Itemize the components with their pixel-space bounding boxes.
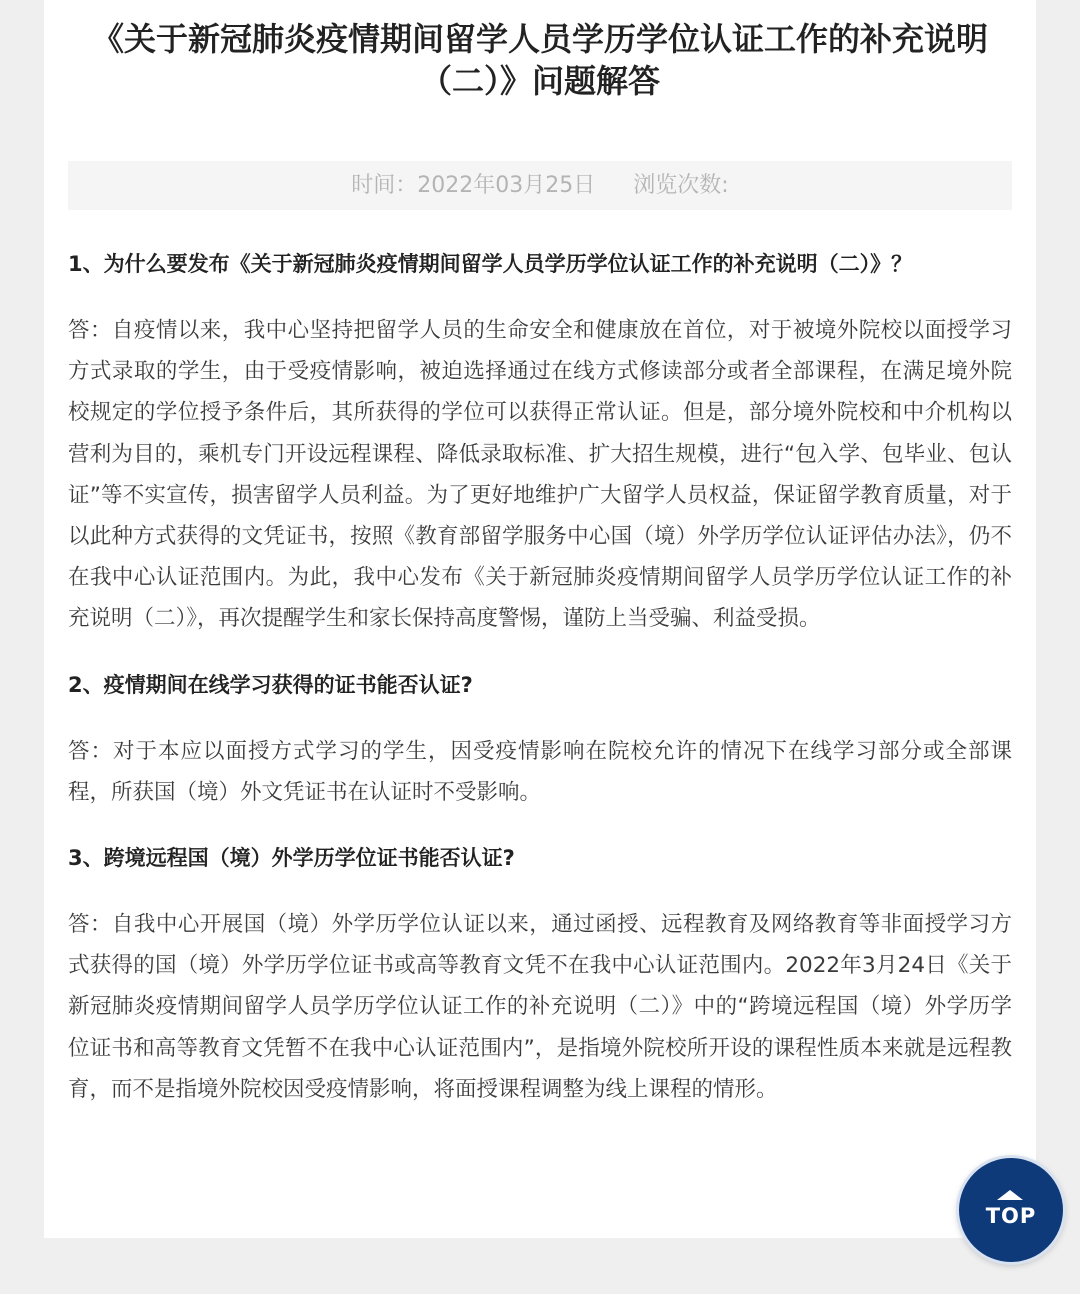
view-count: 浏览次数:	[633, 173, 729, 198]
answer-2: 答：对于本应以面授方式学习的学生，因受疫情影响在院校允许的情况下在线学习部分或全部课程，所获国（境）外文凭证书在认证时不受影响。	[68, 738, 1012, 805]
publish-time: 时间：2022年03月25日	[351, 173, 596, 198]
answer-1: 答：自疫情以来，我中心坚持把留学人员的生命安全和健康放在首位，对于被境外院校以面授学习方式录取的学生，由于受疫情影响，被迫选择通过在线方式修读部分或者全部课程，在满足境外院校规定的学位授予条件后，其所获得的学位可以获得正常认证。但是，部分境外院校和中介机构以营利为目的，乘机专门开设远程课程、降低录取标准、扩大招生规模，进行“包入学、包毕业、包认证”等不实宣传，损害留学人员利益。为了更好地维护广大留学人员权益，保证留学教育质量，对于以此种方式获得的文凭证书，按照《教育部留学服务中心国（境）外学历学位认证评估办法》，仍不在我中心认证范围内。为此，我中心发布《关于新冠肺炎疫情期间留学人员学历学位认证工作的补充说明（二）》，再次提醒学生和家长保持高度警惕，谨防上当受骗、利益受损。	[68, 318, 1012, 632]
question-1: 1、为什么要发布《关于新冠肺炎疫情期间留学人员学历学位认证工作的补充说明（二）》？	[68, 252, 913, 276]
article-body	[68, 244, 1012, 1110]
answer-3: 答：自我中心开展国（境）外学历学位认证以来，通过函授、远程教育及网络教育等非面授学习方式获得的国（境）外学历学位证书或高等教育文凭不在我中心认证范围内。2022年3月24日《关于新冠肺炎疫情期间留学人员学历学位认证工作的补充说明（二）》中的“跨境远程国（境）外学历学位证书和高等教育文凭暂不在我中心认证范围内”，是指境外院校所开设的课程性质本来就是远程教育，而不是指境外院校因受疫情影响，将面授课程调整为线上课程的情形。	[68, 912, 1012, 1102]
article-title: 《关于新冠肺炎疫情期间留学人员学历学位认证工作的补充说明（二）》问题解答	[91, 20, 988, 100]
article-meta-bar	[68, 161, 1012, 210]
back-to-top-button[interactable]	[959, 1158, 1063, 1262]
arrow-up-icon	[997, 1190, 1023, 1200]
back-to-top-label: TOP	[985, 1204, 1037, 1228]
question-2: 2、疫情期间在线学习获得的证书能否认证?	[68, 672, 473, 697]
article-card	[44, 0, 1036, 1238]
question-3: 3、跨境远程国（境）外学历学位证书能否认证?	[68, 846, 515, 871]
